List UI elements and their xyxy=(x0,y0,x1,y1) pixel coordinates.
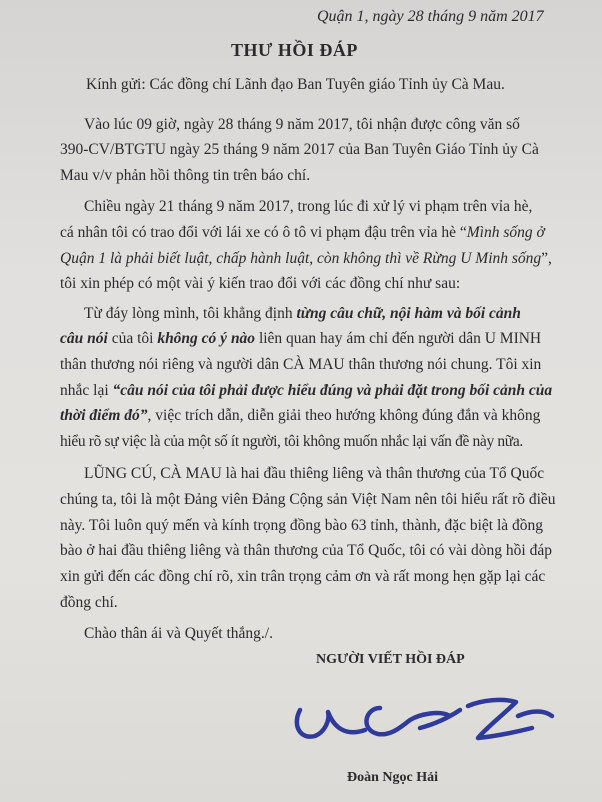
signer-name: Đoàn Ngọc Hải xyxy=(347,770,438,785)
paragraph-4-line: đồng chí. xyxy=(60,594,118,611)
emphasis-text: câu nói xyxy=(60,330,108,347)
paragraph-3-line xyxy=(60,330,541,348)
salutation: Kính gửi: Các đồng chí Lãnh đạo Ban Tuyên giáo Tỉnh ủy Cà Mau. xyxy=(86,76,505,93)
date-line: Quận 1, ngày 28 tháng 9 năm 2017 xyxy=(317,8,544,25)
text-run: của tôi xyxy=(107,330,158,347)
quoted-text: Quận 1 là phải biết luật, chấp hành luật, còn không thì về Rừng U Minh sống xyxy=(60,250,542,267)
paragraph-4-line: bào ở hai đầu thiêng liêng và thân thương của Tổ Quốc, tôi có vài dòng hồi đáp xyxy=(60,542,552,559)
emphasis-text: thời điểm đó” xyxy=(60,407,148,424)
paragraph-4-line: này. Tôi luôn quý mến và kính trọng đồng bào 63 tỉnh, thành, đặc biệt là đồng xyxy=(60,517,544,534)
text-run: Từ đáy lòng mình, tôi khẳng định xyxy=(84,305,297,322)
paragraph-2-line: Chiều ngày 21 tháng 9 năm 2017, trong lúc đi xử lý vi phạm trên vỉa hè, xyxy=(84,198,533,215)
paragraph-3-line xyxy=(60,407,540,425)
paragraph-3-line xyxy=(84,305,521,323)
text-run: cá nhân tôi có trao đổi với lái xe có ô tô vi phạm đậu trên vỉa hè “ xyxy=(60,224,467,241)
paragraph-4-line: xin gửi đến các đồng chí rõ, xin trân trọng cảm ơn và rất mong hẹn gặp lại các xyxy=(60,568,546,585)
paragraph-2-line: tôi xin phép có một vài ý kiến trao đổi với các đồng chí như sau: xyxy=(60,275,461,292)
paragraph-4-line: chúng ta, tôi là một Đảng viên Đảng Cộng sản Việt Nam nên tôi hiểu rất rõ điều xyxy=(60,491,556,508)
letter-title: THƯ HỒI ĐÁP xyxy=(231,40,358,60)
paragraph-1-line: Vào lúc 09 giờ, ngày 28 tháng 9 năm 2017, tôi nhận được công văn số xyxy=(84,116,520,133)
paragraph-1-line: Mau v/v phản hồi thông tin trên báo chí. xyxy=(60,167,311,184)
paragraph-2-line xyxy=(60,250,552,268)
paragraph-1-line: 390-CV/BTGTU ngày 25 tháng 9 năm 2017 của Ban Tuyên Giáo Tỉnh ủy Cà xyxy=(60,141,539,158)
handwritten-signature xyxy=(270,670,570,770)
paragraph-3-line: hiểu rõ sự việc là của một số ít người, tôi không muốn nhắc lại vấn đề này nữa. xyxy=(60,433,523,450)
text-run: liên quan hay ám chỉ đến người dân U MINH xyxy=(255,330,542,347)
emphasis-text: không có ý nào xyxy=(157,330,256,347)
text-run: ”, xyxy=(541,250,552,267)
closing-line: Chào thân ái và Quyết thắng./. xyxy=(84,625,273,642)
paragraph-3-line: thân thương nói riêng và người dân CÀ MAU thân thương nói chung. Tôi xin xyxy=(60,356,542,373)
paragraph-3-line xyxy=(60,382,552,400)
text-run: , việc trích dẫn, diễn giải theo hướng không đúng đắn và không xyxy=(147,407,541,424)
emphasis-text: từng câu chữ, nội hàm và bối cảnh xyxy=(296,305,521,322)
emphasis-text: “câu nói của tôi phải được hiểu đúng và phải đặt trong bối cảnh của xyxy=(112,382,553,399)
signer-title: NGƯỜI VIẾT HỒI ĐÁP xyxy=(316,652,465,667)
paragraph-2-line xyxy=(60,224,545,242)
quoted-text: Mình sống ở xyxy=(466,224,545,241)
paragraph-4-line: LŨNG CÚ, CÀ MAU là hai đầu thiêng liêng và thân thương của Tổ Quốc xyxy=(84,465,545,482)
text-run: nhắc lại xyxy=(60,382,113,399)
